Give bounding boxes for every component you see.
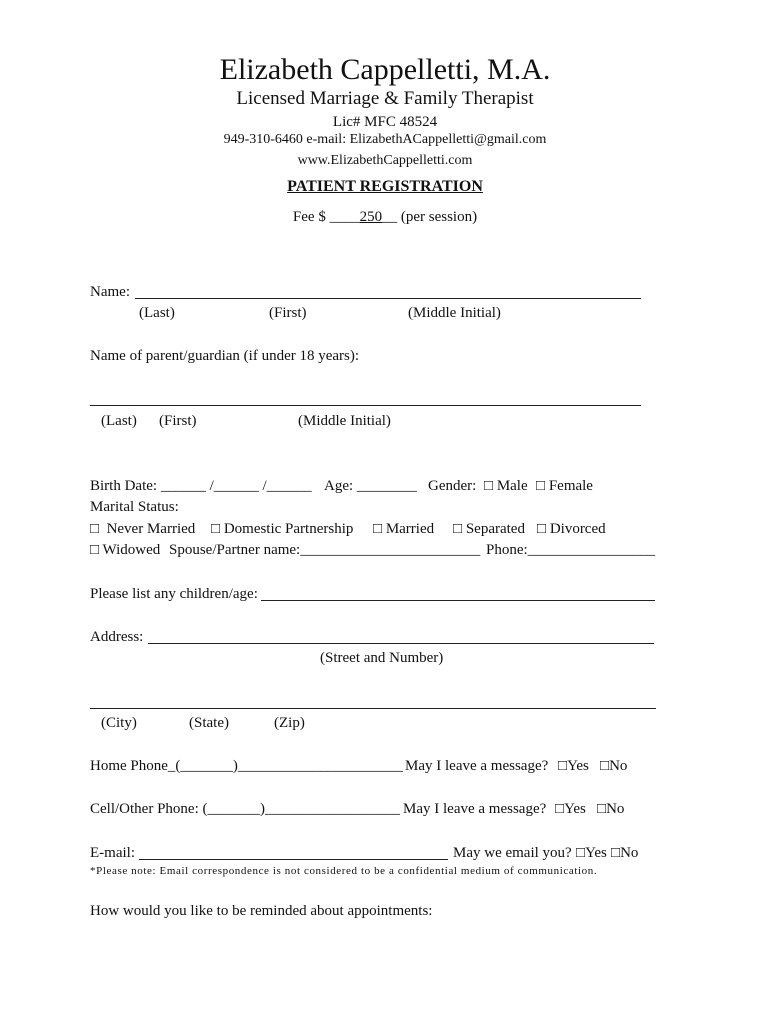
email-label: E-mail: — [90, 845, 135, 861]
guardian-first-caption: (First) — [159, 413, 197, 429]
checkbox-icon[interactable]: □ — [537, 521, 547, 537]
home-phone-field[interactable]: Home Phone_(_______)______________________ — [90, 758, 403, 774]
married-label: Married — [385, 521, 435, 537]
form-heading: PATIENT REGISTRATION — [287, 178, 483, 195]
name-label: Name: — [90, 284, 130, 300]
fee-prefix: Fee $ ____ — [292, 209, 360, 225]
city-caption: (City) — [101, 715, 137, 731]
address-city-field[interactable] — [90, 708, 656, 709]
cell-message-question: May I leave a message? — [403, 801, 547, 817]
fee-line — [0, 207, 770, 227]
never-married-option[interactable] — [90, 520, 195, 538]
checkbox-icon[interactable]: □ — [90, 521, 100, 537]
checkbox-icon[interactable]: □ — [558, 758, 568, 774]
address-street-field[interactable] — [148, 643, 654, 644]
checkbox-icon[interactable]: □ — [373, 521, 383, 537]
street-caption: (Street and Number) — [320, 650, 444, 666]
therapist-name: Elizabeth Cappelletti, M.A. — [219, 53, 551, 86]
name-field[interactable] — [135, 298, 641, 299]
address-label: Address: — [90, 629, 144, 645]
never-married-label: Never Married — [106, 521, 196, 537]
checkbox-icon[interactable]: □ — [611, 845, 621, 861]
domestic-partnership-option[interactable] — [211, 520, 353, 538]
gender-male-option[interactable] — [484, 477, 528, 495]
contact-info: 949-310-6460 e-mail: ElizabethACappelletti@gmail.com — [223, 132, 547, 147]
name-last-caption: (Last) — [139, 305, 175, 321]
gender-label: Gender: — [428, 478, 477, 494]
divorced-option[interactable] — [537, 520, 606, 538]
license-number: Lic# MFC 48524 — [332, 114, 438, 130]
cell-phone-field[interactable]: Cell/Other Phone: (_______)__________________ — [90, 801, 400, 817]
name-middle-caption: (Middle Initial) — [408, 305, 501, 321]
no-label: No — [620, 845, 639, 861]
separated-label: Separated — [465, 521, 525, 537]
spouse-phone-field[interactable]: Phone:_________________ — [486, 542, 656, 558]
checkbox-icon[interactable]: □ — [90, 542, 100, 558]
home-message-question: May I leave a message? — [405, 758, 549, 774]
checkbox-icon[interactable]: □ — [211, 521, 221, 537]
name-first-caption: (First) — [269, 305, 307, 321]
checkbox-icon[interactable]: □ — [484, 478, 494, 494]
email-field[interactable] — [139, 859, 448, 860]
checkbox-icon[interactable]: □ — [600, 758, 610, 774]
marital-status-label: Marital Status: — [90, 499, 179, 515]
checkbox-icon[interactable]: □ — [597, 801, 607, 817]
email-confidentiality-note: *Please note: Email correspondence is not considered to be a confidential medium of communication. — [90, 865, 598, 877]
checkbox-icon[interactable]: □ — [555, 801, 565, 817]
spouse-name-field[interactable]: Spouse/Partner name:________________________ — [169, 542, 481, 558]
fee-suffix: __ (per session) — [382, 209, 478, 225]
home-message-yes[interactable] — [558, 757, 589, 775]
yes-label: Yes — [564, 801, 586, 817]
email-permission-no[interactable] — [611, 844, 638, 862]
reminder-question: How would you like to be reminded about appointments: — [90, 903, 433, 919]
email-permission-yes[interactable] — [576, 844, 607, 862]
birth-date-field[interactable]: Birth Date: ______ /______ /______ — [90, 478, 312, 494]
therapist-title: Licensed Marriage & Family Therapist — [236, 88, 534, 109]
state-caption: (State) — [189, 715, 229, 731]
cell-message-yes[interactable] — [555, 800, 586, 818]
guardian-label: Name of parent/guardian (if under 18 years): — [90, 348, 360, 364]
gender-female-option[interactable] — [536, 477, 593, 495]
checkbox-icon[interactable]: □ — [453, 521, 463, 537]
guardian-field[interactable] — [90, 405, 641, 406]
domestic-partnership-label: Domestic Partnership — [223, 521, 354, 537]
fee-amount: 250 — [359, 209, 383, 225]
guardian-middle-caption: (Middle Initial) — [298, 413, 391, 429]
widowed-option[interactable] — [90, 541, 160, 559]
male-label: Male — [496, 478, 528, 494]
separated-option[interactable] — [453, 520, 525, 538]
yes-label: Yes — [585, 845, 607, 861]
divorced-label: Divorced — [549, 521, 606, 537]
home-message-no[interactable] — [600, 757, 627, 775]
children-label: Please list any children/age: — [90, 586, 258, 602]
checkbox-icon[interactable]: □ — [576, 845, 586, 861]
no-label: No — [606, 801, 625, 817]
children-field[interactable] — [261, 600, 655, 601]
widowed-label: Widowed — [102, 542, 161, 558]
married-option[interactable] — [373, 520, 434, 538]
yes-label: Yes — [567, 758, 589, 774]
checkbox-icon[interactable]: □ — [536, 478, 546, 494]
cell-message-no[interactable] — [597, 800, 624, 818]
age-field[interactable]: Age: ________ — [324, 478, 417, 494]
website-link[interactable]: www.ElizabethCappelletti.com — [297, 153, 473, 168]
zip-caption: (Zip) — [274, 715, 305, 731]
email-permission-question: May we email you? — [453, 845, 572, 861]
guardian-last-caption: (Last) — [101, 413, 137, 429]
female-label: Female — [548, 478, 593, 494]
no-label: No — [609, 758, 628, 774]
